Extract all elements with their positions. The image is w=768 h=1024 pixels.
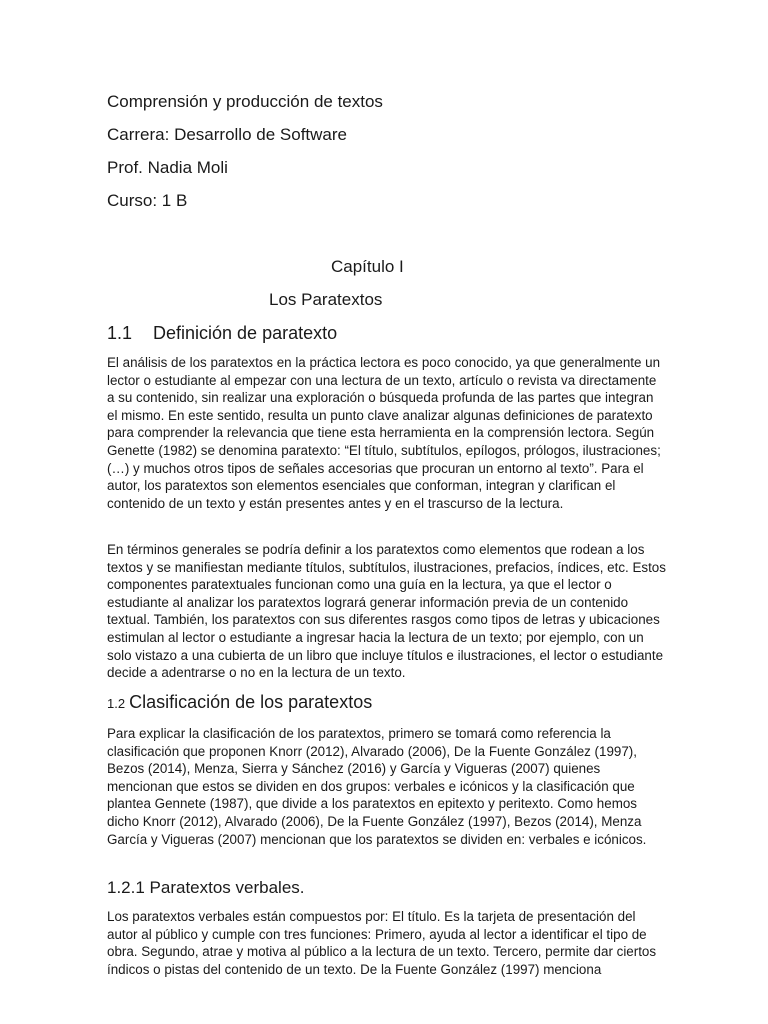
- class-line: Curso: 1 B: [107, 191, 188, 210]
- section-title: Clasificación de los paratextos: [129, 692, 373, 712]
- section-number: 1.1: [107, 323, 133, 343]
- section-number: 1.2: [107, 696, 126, 711]
- section-title: Definición de paratexto: [153, 323, 338, 343]
- professor-line: Prof. Nadia Moli: [107, 158, 228, 177]
- course-title: Comprensión y producción de textos: [107, 92, 383, 111]
- paragraph-verbal-1: Los paratextos verbales están compuestos por: El título. Es la tarjeta de presentación del autor al público y cumple con tres funciones: Primero, ayuda al lector a identificar el tipo de obra. Segundo, atrae y motiva al público a la lectura de un texto. Tercero, permite dar ciertos índicos o pistas del contenido de un texto. De la Fuente González (1997) menciona: [107, 909, 657, 977]
- section-heading-1-1: [107, 322, 337, 344]
- paragraph-definition-1: El análisis de los paratextos en la práctica lectora es poco conocido, ya que generalmente un lector o estudiante al empezar con una lectura de un texto, artículo o revista va directamente a su contenido, sin realizar una exploración o búsqueda profunda de las partes que integran el mismo. En este sentido, resulta un punto clave analizar algunas definiciones de paratexto para comprender la relevancia que tiene esta herramienta en la comprensión lectora. Según Genette (1982) se denomina paratexto: “El título, subtítulos, epílogos, prólogos, ilustraciones; (…) y muchos otros tipos de señales accesorias que procuran un entorno al texto”. Para el autor, los paratextos son elementos esenciales que conforman, integran y clarifican el contenido de un texto y están presentes antes y en el trascurso de la lectura.: [107, 355, 661, 511]
- chapter-label: Capítulo I: [331, 257, 404, 276]
- chapter-title: Los Paratextos: [269, 290, 383, 309]
- paragraph-definition-2: En términos generales se podría definir a los paratextos como elementos que rodean a los textos y se manifiestan mediante títulos, subtítulos, ilustraciones, prefacios, índices, etc. Estos componentes paratextuales funcionan como una guía en la lectura, ya que el lector o estudiante al analizar los paratextos logrará generar información previa de un contenido textual. También, los paratextos con sus diferentes rasgos como tipos de letras y ubicaciones estimulan al lector o estudiante a ingresar hacia la lectura de un texto; por ejemplo, con un solo vistazo a una cubierta de un libro que incluye títulos e ilustraciones, el lector o estudiante decide a adentrarse o no en la lectura de un texto.: [107, 542, 666, 681]
- paragraph-classification-1: Para explicar la clasificación de los paratextos, primero se tomará como referencia la clasificación que proponen Knorr (2012), Alvarado (2006), De la Fuente González (1997), Bezos (2014), Menza, Sierra y Sánchez (2016) y García y Vigueras (2007) quienes mencionan que estos se dividen en dos grupos: verbales e icónicos y la clasificación que plantea Gennete (1987), que divide a los paratextos en epitexto y peritexto. Como hemos dicho Knorr (2012), Alvarado (2006), De la Fuente González (1997), Bezos (2014), Menza García y Vigueras (2007) mencionan que los paratextos se dividen en: verbales e icónicos.: [107, 726, 647, 847]
- section-heading-1-2-1: 1.2.1 Paratextos verbales.: [107, 878, 305, 897]
- career-line: Carrera: Desarrollo de Software: [107, 125, 347, 144]
- section-heading-1-2: [107, 691, 372, 715]
